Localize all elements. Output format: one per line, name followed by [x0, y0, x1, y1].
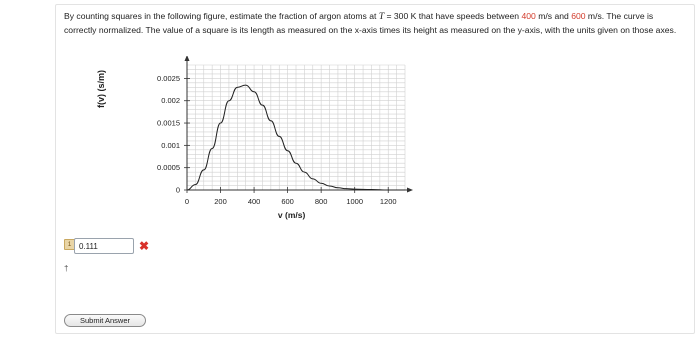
answer-input[interactable]: [74, 238, 134, 254]
question-part1: By counting squares in the following figure, estimate the fraction of argon atoms at: [64, 11, 379, 21]
question-part3: m/s and: [535, 11, 572, 21]
submit-answer-button[interactable]: Submit Answer: [64, 314, 146, 327]
x-tick-label: 800: [314, 197, 328, 206]
distribution-chart: [110, 56, 440, 246]
y-tick-label: 0.0005: [157, 163, 180, 173]
x-tick-label: 600: [281, 197, 294, 206]
speed-high-value: 600: [571, 11, 586, 21]
x-tick-label: 1000: [346, 197, 364, 206]
question-number-badge: 1: [64, 239, 75, 250]
x-tick-label: 1200: [379, 197, 397, 206]
chart-svg: [110, 56, 440, 246]
y-tick-label: 0.001: [161, 140, 180, 150]
dagger-marker: †: [64, 264, 69, 273]
y-axis-label: f(v) (s/m): [96, 70, 106, 108]
cross-icon: ✖: [139, 239, 150, 253]
question-part2: = 300 K that have speeds between: [384, 11, 522, 21]
speed-low-value: 400: [521, 11, 536, 21]
y-axis-arrow-icon: [185, 56, 190, 61]
question-text: [64, 10, 686, 36]
x-axis-arrow-icon: [407, 188, 413, 193]
x-tick-label: 400: [247, 197, 261, 206]
x-tick-label: 200: [214, 197, 227, 206]
y-tick-label: 0.0015: [157, 118, 180, 128]
x-axis-label: v (m/s): [277, 210, 306, 220]
question-part4: m/s. The curve is correctly normalized. The value of a square is its length as measured on the x-axis times its height as measured on the y-axis, with the units given on those axes.: [64, 11, 677, 35]
y-tick-label: 0.002: [161, 96, 180, 106]
temperature-variable: T: [378, 12, 385, 22]
y-tick-label: 0.0025: [157, 73, 180, 83]
x-tick-label: 0: [184, 197, 190, 206]
y-tick-label: 0: [175, 185, 180, 195]
